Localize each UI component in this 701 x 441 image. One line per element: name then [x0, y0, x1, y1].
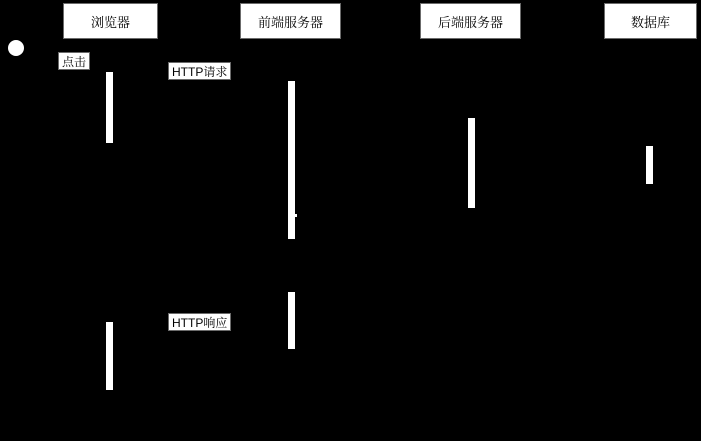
browser-activation-1: [106, 72, 113, 143]
message-label-click-text: 点击: [62, 54, 87, 69]
start-node: [8, 40, 24, 56]
participant-database-label: 数据库: [630, 14, 670, 30]
frontend-activation-2: [288, 292, 295, 349]
participant-browser[interactable]: [63, 3, 158, 39]
frontend-return-tick: [292, 214, 297, 217]
message-label-click[interactable]: [58, 52, 90, 70]
message-label-http-request-text: HTTP请求: [172, 64, 228, 79]
message-label-http-response[interactable]: [168, 313, 231, 331]
participant-frontend-server[interactable]: [240, 3, 341, 39]
message-label-http-response-text: HTTP响应: [172, 315, 228, 330]
browser-activation-2: [106, 322, 113, 390]
participant-browser-label: 浏览器: [90, 14, 130, 30]
participant-backend-server[interactable]: [420, 3, 521, 39]
backend-activation-1: [468, 118, 475, 208]
message-label-http-request[interactable]: [168, 62, 231, 80]
participant-database[interactable]: [604, 3, 697, 39]
participant-backend-server-label: 后端服务器: [437, 14, 503, 30]
backend-return-tick: [470, 180, 474, 183]
database-activation-1: [646, 146, 653, 184]
participant-frontend-server-label: 前端服务器: [257, 14, 323, 30]
